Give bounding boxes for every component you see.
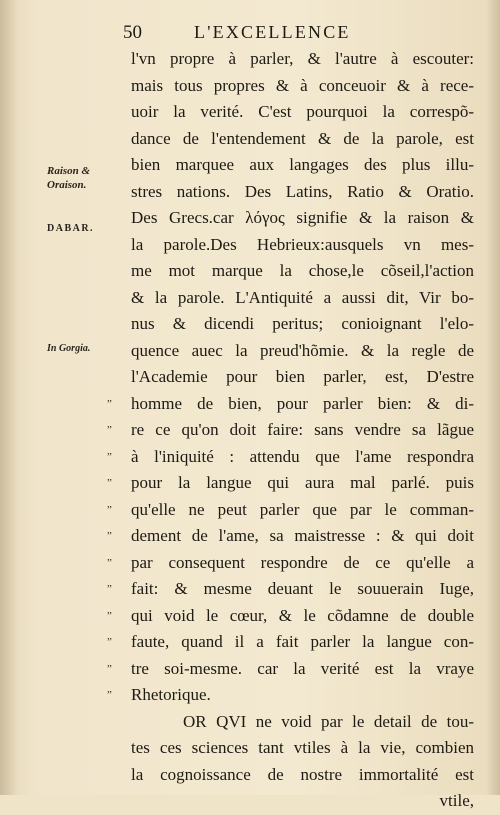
quote-mark-icon: ”	[107, 556, 112, 569]
quote-mark-icon: ”	[107, 397, 112, 410]
page-edge-shadow	[486, 0, 500, 795]
text-line-quoted: ” faute, quand il a fait parler la langue con-	[131, 629, 474, 656]
margin-note-dabar: DABAR.	[47, 223, 95, 234]
text-line-quoted: ” qu'elle ne peut parler que par le comman-	[131, 497, 474, 524]
text-line: nus & dicendi peritus; conioignant l'elo-	[131, 314, 474, 333]
quote-mark-icon: ”	[107, 424, 112, 436]
text-line: mais tous propres & à conceuoir & à rece-	[131, 75, 474, 95]
text-line-quoted: ” re ce qu'on doit faire: sans vendre sa lãgue	[131, 417, 474, 444]
text-line: l'vn propre à parler, & l'autre à escouter:	[131, 49, 474, 68]
page-header	[0, 22, 500, 44]
catchword: vtile,	[439, 791, 474, 810]
text-line: stres nations. Des Latins, Ratio & Oratio.	[131, 181, 474, 201]
quote-mark-icon: ”	[107, 689, 112, 701]
text-line: bien marquee aux langages des plus illu-	[131, 155, 474, 174]
text-line-quoted: ” pour la langue qui aura mal parlé. puis	[131, 470, 474, 497]
text-line-quoted: ” homme de bien, pour parler bien: & di-	[131, 391, 474, 418]
text-line: dance de l'entendement & de la parole, est	[131, 128, 474, 148]
text-line: quence auec la preud'hõmie. & la regle de	[131, 340, 474, 360]
text-line: la parole.Des Hebrieux:ausquels vn mes-	[131, 234, 474, 254]
gutter-shadow	[0, 0, 18, 795]
text-line: Des Grecs.car λόγος signifie & la raison &	[131, 208, 474, 227]
text-line: la cognoissance de nostre immortalité est	[131, 764, 474, 784]
quote-mark-icon: ”	[107, 636, 112, 648]
quote-mark-icon: ”	[107, 583, 112, 595]
text-line: l'Academie pour bien parler, est, D'estre	[131, 367, 474, 386]
text-line: tes ces sciences tant vtiles à la vie, combien	[131, 738, 474, 757]
quote-mark-icon: ”	[107, 609, 112, 622]
text-line-quoted: ” à l'iniquité : attendu que l'ame respondra	[131, 444, 474, 471]
text-line-quoted: ” Rhetorique.	[131, 682, 474, 709]
quote-mark-icon: ”	[107, 530, 112, 542]
text-line: me mot marque la chose,le cõseil,l'action	[131, 261, 474, 280]
running-head: L'EXCELLENCE	[194, 22, 351, 42]
text-line-quoted: ” qui void le cœur, & le cõdamne de double	[131, 603, 474, 630]
paragraph-start-line: OR QVI ne void par le detail de tou-	[183, 711, 474, 731]
body-text	[107, 46, 474, 815]
margin-note-in-gorgia: In Gorgia.	[47, 343, 91, 354]
quote-mark-icon: ”	[107, 503, 112, 516]
text-line: uoir la verité. C'est pourquoi la correspõ-	[131, 102, 474, 121]
margin-note-raison-oraison: Raison & Oraison.	[47, 165, 91, 191]
quote-mark-icon: ”	[107, 450, 112, 463]
text-line-quoted: ” dement de l'ame, sa maistresse : & qui doit	[131, 523, 474, 550]
quote-mark-icon: ”	[107, 477, 112, 489]
text-line: & la parole. L'Antiquité a aussi dit, Vir bo-	[131, 287, 474, 307]
quote-mark-icon: ”	[107, 662, 112, 675]
page-number: 50	[123, 22, 142, 43]
text-line-quoted: ” par consequent respondre de ce qu'elle a	[131, 550, 474, 577]
text-line-quoted: ” fait: & mesme deuant le souuerain Iuge,	[131, 576, 474, 603]
text-line-quoted: ” tre soi-mesme. car la verité est la vraye	[131, 656, 474, 683]
